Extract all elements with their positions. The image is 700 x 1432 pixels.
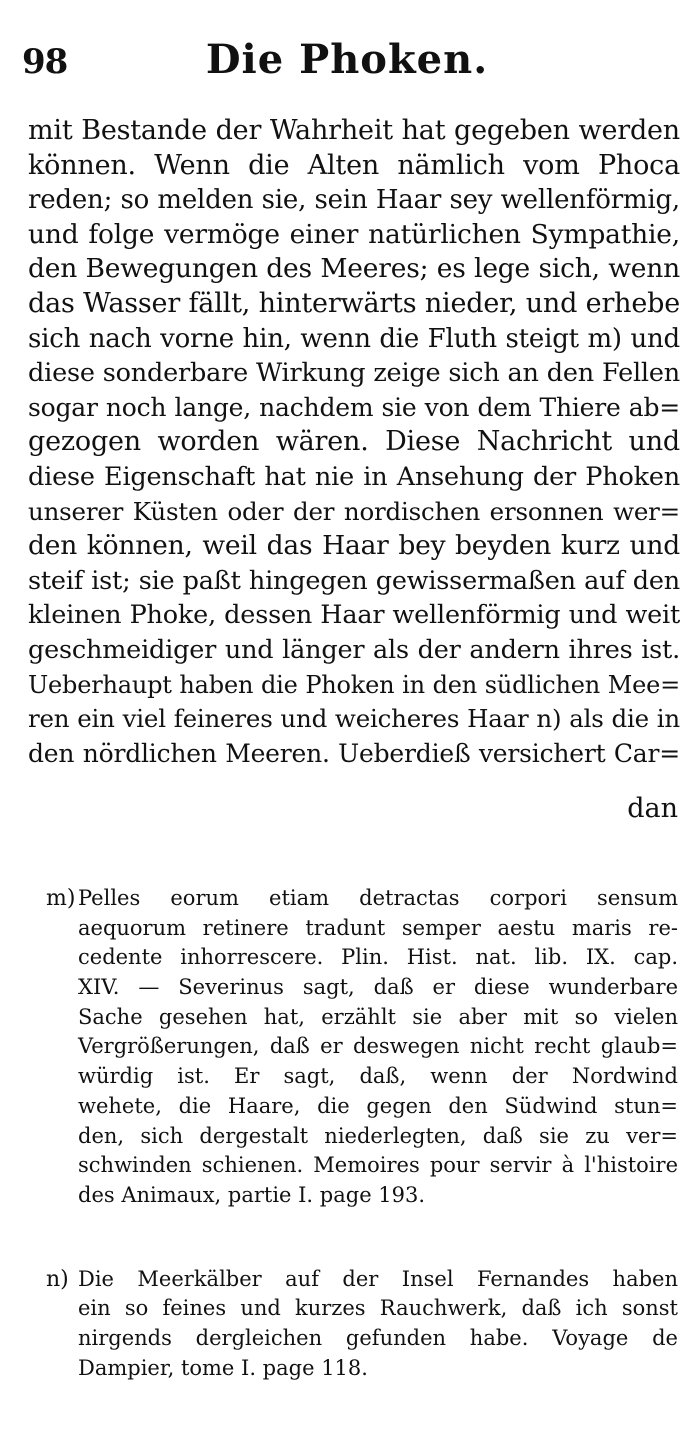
text-line: unserer Küsten oder der nordischen ersonnen wer= — [28, 496, 680, 526]
text-line: diese Eigenschaft hat nie in Ansehung der Phoken — [28, 461, 680, 492]
footnote-line: schwinden schienen. Memoires pour servir à l'histoire — [78, 1153, 678, 1178]
text-line: diese sonderbare Wirkung zeige sich an den Fellen — [28, 358, 680, 389]
text-line: kleinen Phoke, dessen Haar wellenförmig und weit — [28, 600, 680, 631]
footnote-line: des Animaux, partie I. page 193. — [78, 1182, 426, 1207]
text-line: können. Wenn die Alten nämlich vom Phoca — [28, 149, 680, 181]
text-line: reden; so melden sie, sein Haar sey wellenförmig, — [28, 185, 680, 216]
footnote-marker: m) — [46, 886, 76, 911]
footnote-line: Vergrößerungen, daß er deswegen nicht recht glaub= — [78, 1034, 678, 1059]
main-text — [28, 114, 680, 771]
footnote-line: Sache gesehen hat, erzählt sie aber mit so vielen — [78, 1004, 678, 1029]
footnote-line: den, sich dergestalt niederlegten, daß sie zu ver= — [78, 1123, 678, 1148]
footnote-line: ein so feines und kurzes Rauchwerk, daß ich sonst — [78, 1296, 678, 1321]
footnote-line: Dampier, tome I. page 118. — [78, 1355, 368, 1380]
text-line: den können, weil das Haar bey beyden kurz und — [28, 530, 680, 562]
text-line: Ueberhaupt haben die Phoken in den südlichen Mee= — [28, 670, 680, 699]
text-line: und folge vermöge einer natürlichen Sympathie, — [28, 218, 680, 250]
text-line: den nördlichen Meeren. Ueberdieß versichert Car= — [28, 738, 680, 768]
catchword: dan — [627, 793, 678, 824]
footnote-line: cedente inhorrescere. Plin. Hist. nat. lib. IX. cap. — [78, 945, 678, 970]
text-line: den Bewegungen des Meeres; es lege sich, wenn — [28, 253, 680, 285]
footnote-n — [46, 1265, 678, 1384]
page-header — [22, 32, 672, 92]
footnote-line: wehete, die Haare, die gegen den Südwind stun= — [78, 1093, 678, 1118]
text-line: sogar noch lange, nachdem sie von dem Thiere ab= — [28, 392, 680, 422]
footnote-marker: n) — [46, 1266, 69, 1292]
text-line: ren ein viel feineres und weicheres Haar n) als die in — [28, 704, 680, 734]
footnote-line: Die Meerkälber auf der Insel Fernandes haben — [78, 1266, 678, 1291]
footnote-line: Pelles eorum etiam detractas corpori sensum — [78, 886, 678, 910]
text-line: das Wasser fällt, hinterwärts nieder, und erhebe — [28, 287, 680, 319]
text-line: mit Bestande der Wahrheit hat gegeben werden — [28, 115, 680, 146]
text-line: geschmeidiger und länger als der andern ihres ist. — [28, 634, 680, 665]
text-line: sich nach vorne hin, wenn die Fluth steigt m) und — [28, 323, 680, 354]
footnote-line: nirgends dergleichen gefunden habe. Voyage de — [78, 1325, 678, 1350]
footnote-line: würdig ist. Er sagt, daß, wenn der Nordwind — [78, 1064, 678, 1089]
footnote-m — [46, 884, 678, 1211]
text-line: steif ist; sie paßt hingegen gewissermaßen auf den — [28, 565, 680, 596]
footnote-line: XIV. — Severinus sagt, daß er diese wunderbare — [78, 975, 678, 1000]
text-line: gezogen worden wären. Diese Nachricht und — [28, 426, 680, 458]
footnotes — [46, 884, 678, 1383]
page-number: 98 — [22, 42, 68, 82]
footnote-line: aequorum retinere tradunt semper aestu maris re- — [78, 915, 678, 940]
running-head: Die Phoken. — [205, 36, 489, 83]
